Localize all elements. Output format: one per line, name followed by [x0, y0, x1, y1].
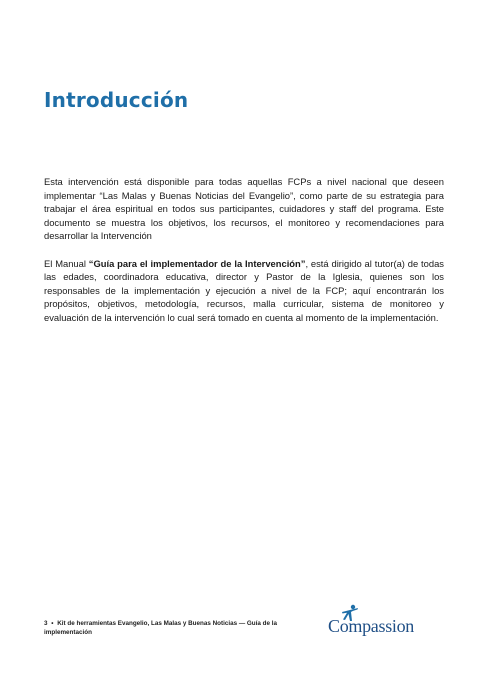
page-title: Introducción	[44, 88, 189, 112]
intro-paragraph-1: Esta intervención está disponible para todas aquellas FCPs a nivel nacional que deseen implementar “Las Malas y Buenas Noticias del Evangelio”, como parte de su estrategia para trabajar el área espiritual en todos sus participantes, cuidadores y staff del programa. Este documento se muestra los objetivos, los recursos, el monitoreo y recomendaciones para desarrollar la Intervención	[44, 176, 444, 242]
footer-text: Kit de herramientas Evangelio, Las Malas y Buenas Noticias — Guía de la implementación	[44, 620, 278, 636]
compassion-logo	[328, 604, 428, 640]
body-text	[44, 175, 444, 338]
page-footer	[44, 620, 294, 637]
intro-paragraph-2	[44, 257, 444, 325]
paragraph-2-lead: El Manual	[44, 257, 89, 269]
compassion-logo-text: Compassion	[328, 616, 415, 636]
page-number: 3	[44, 620, 48, 627]
manual-title-emphasis: “Guía para el implementador de la Intervención”	[88, 257, 306, 269]
paragraph-2-rest: , está dirigido al tutor(a) de todas las edades, coordinadora educativa, director y Pastor de la Iglesia, quienes son los responsables de la implementación y ejecución a nivel de la FCP; aquí encontrarán los propósitos, objetivos, metodología, recursos, malla curricular, sistema de monitoreo y evaluación de la intervención lo cual será tomado en cuenta al momento de la implementación.	[44, 257, 444, 323]
footer-bullet: •	[51, 620, 54, 627]
